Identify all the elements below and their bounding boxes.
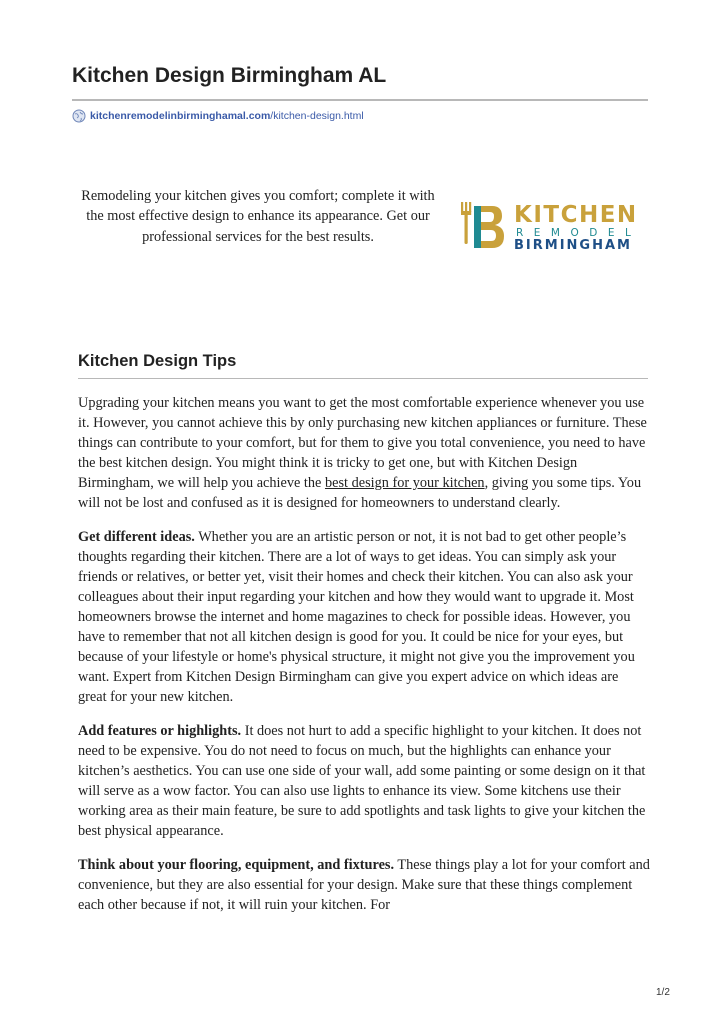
logo-line-kitchen: KITCHEN	[514, 202, 638, 228]
logo-line-remodel: REMODEL	[516, 227, 642, 239]
tip-heading: Get different ideas.	[78, 529, 195, 545]
paragraph-tip-ideas: Get different ideas. Whether you are an artistic person or not, it is not bad to get other people’s thoughts regarding their kitchen. There are a lot of ways to get ideas. You can simply ask your friends or relatives, or better yet, visit their homes and check their kitchen. You can also ask your colleagues about their input regarding your kitchen and how they would want to upgrade it. Most homeowners browse the internet and home magazines to check for possible ideas. However, you have to remember that not all kitchen design is good for you. It could be nice for your eyes, but because of your lifestyle or home's physical structure, it might not give you the improvement you want. Expert from Kitchen Design Birmingham can give you expert advice on which ideas are great for your new kitchen.	[78, 529, 635, 705]
paragraph-tip-flooring: Think about your flooring, equipment, and fixtures. These things play a lot for your comfort and convenience, but they are also essential for your design. Make sure that these things complement each other because if not, it will ruin your kitchen. For	[78, 857, 650, 913]
logo-line-birmingham: BIRMINGHAM	[514, 238, 632, 253]
fork-icon	[461, 202, 471, 244]
page-number: 1/2	[656, 987, 670, 998]
section-heading: Kitchen Design Tips	[78, 352, 237, 370]
globe-icon	[72, 109, 86, 123]
b-mark-icon	[474, 206, 504, 248]
source-url[interactable]	[72, 109, 364, 123]
kitchen-remodel-birmingham-logo	[458, 194, 648, 254]
section-divider	[78, 378, 648, 379]
article-body	[78, 393, 650, 929]
title-divider	[72, 99, 648, 101]
paragraph-intro: Upgrading your kitchen means you want to get the most comfortable experience whenever you use it. However, you cannot achieve this by only purchasing new kitchen appliances or furniture. These things can contribute to your comfort, but for them to give you total convenience, you need to have the best kitchen design. You might think it is tricky to get one, but with Kitchen Design Birmingham, we will help you achieve the best design for your kitchen, giving you some tips. You will not be lost and confused as it is designed for homeowners to understand clearly.	[78, 395, 647, 511]
best-design-link[interactable]: best design for your kitchen	[324, 475, 485, 491]
intro-text: Remodeling your kitchen gives you comfort; complete it with the most effective design to enhance its appearance. Get our professional services for the best results.	[81, 188, 435, 245]
url-domain-link[interactable]: kitchenremodelinbirminghamal.com	[90, 110, 271, 122]
tip-heading: Think about your flooring, equipment, and fixtures.	[78, 857, 395, 873]
paragraph-tip-features: Add features or highlights. It does not hurt to add a specific highlight to your kitchen. It does not need to be expensive. You do not need to focus on much, but the highlights can enhance your kitchen’s aesthetics. You can use one side of your wall, add some painting or some design on it that will serve as a wow factor. You can also use lights to enhance its view. Some kitchens use their working area as their main feature, be sure to add spotlights and task lights to give your kitchen the best physical appearance.	[78, 723, 646, 839]
tip-heading: Add features or highlights.	[78, 723, 242, 739]
page-title: Kitchen Design Birmingham AL	[72, 64, 387, 87]
url-path-link[interactable]: /kitchen-design.html	[270, 110, 364, 122]
